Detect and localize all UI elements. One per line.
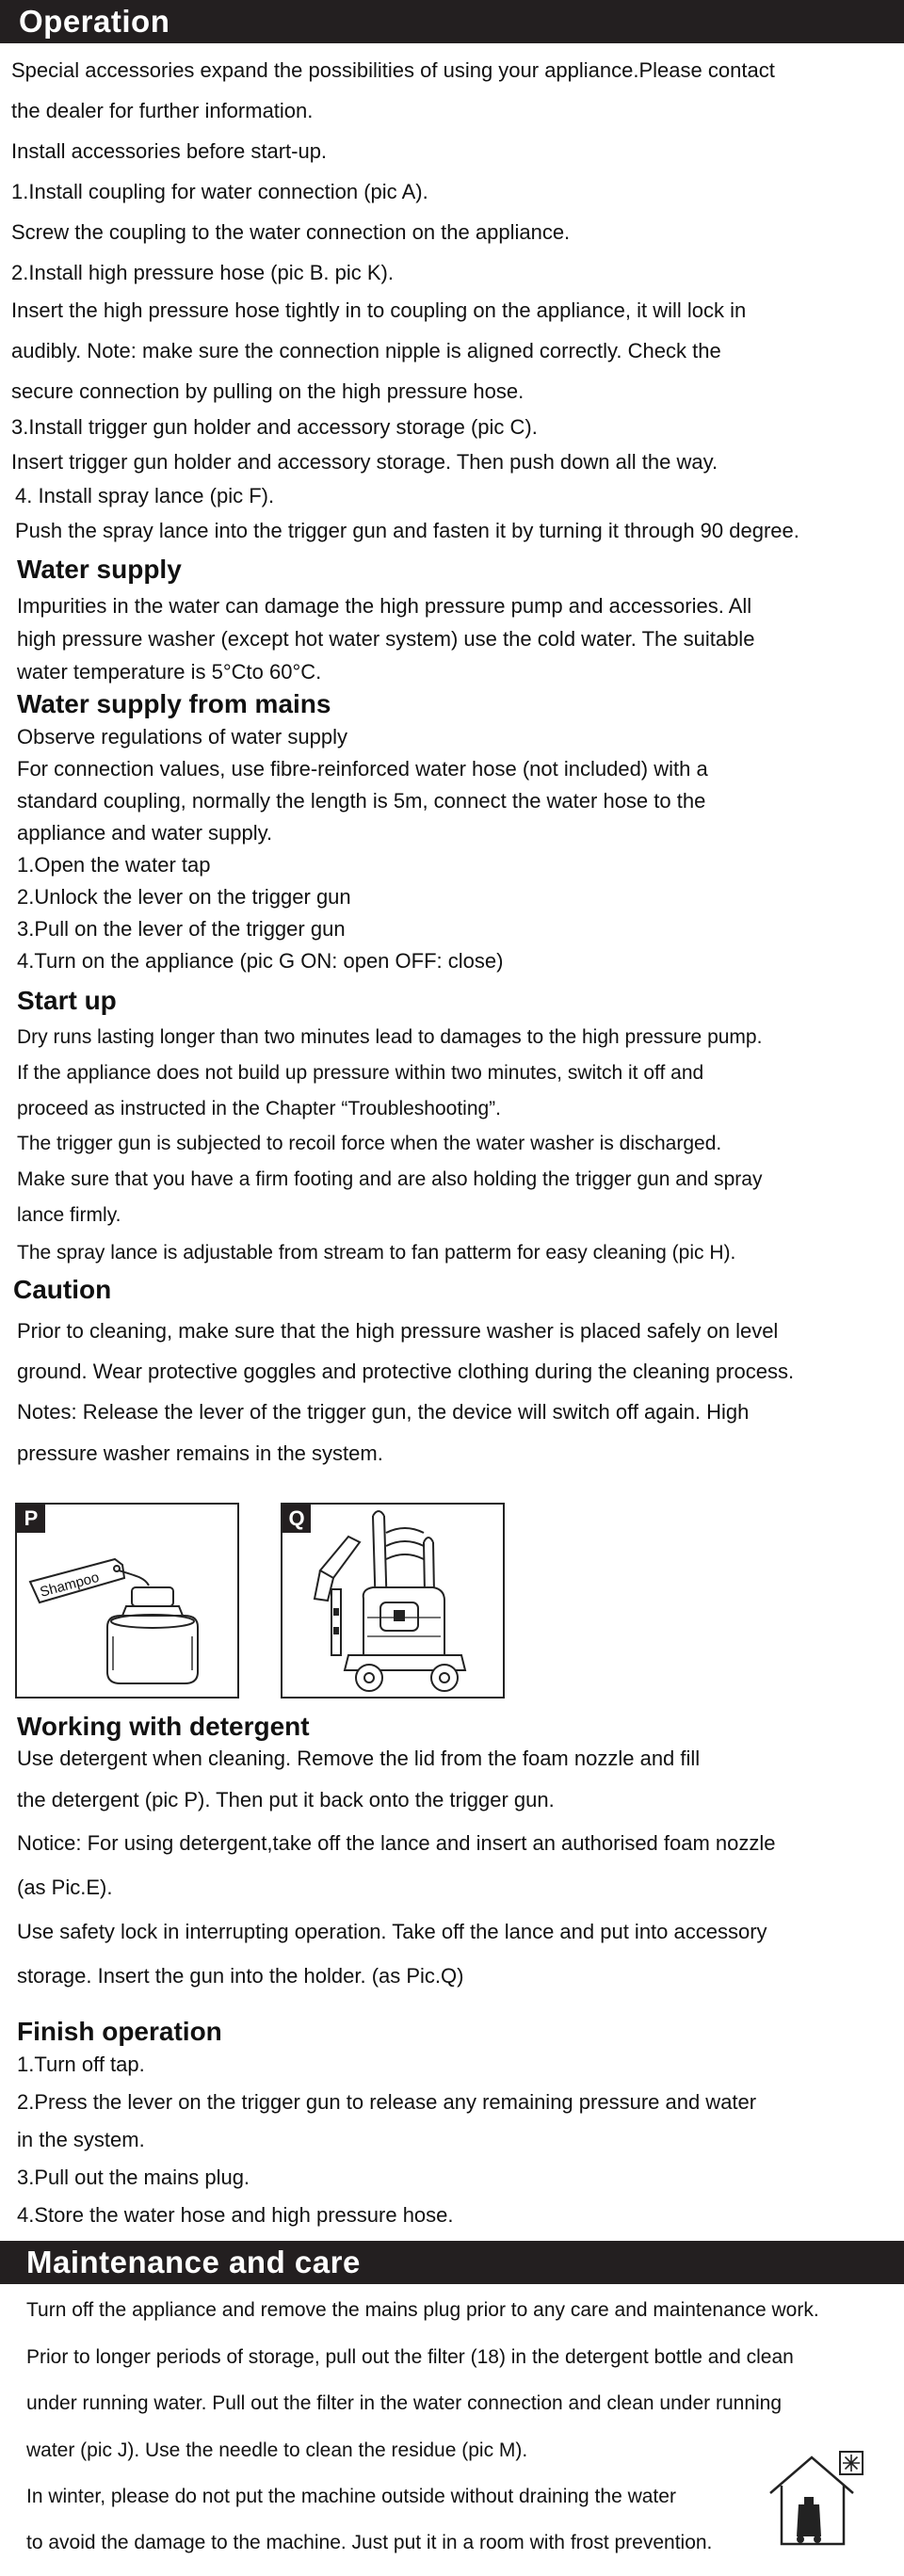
text-line: Push the spray lance into the trigger gun and fasten it by turning it through 90 degree. [15, 519, 799, 542]
text-line: Install accessories before start-up. [11, 139, 328, 163]
text-line: The spray lance is adjustable from stream to fan patterm for easy cleaning (pic H). [17, 1242, 736, 1264]
text-line: 3.Pull out the mains plug. [17, 2165, 250, 2189]
text-line: high pressure washer (except hot water system) use the cold water. The suitable [17, 627, 755, 651]
text-line: in the system. [17, 2128, 145, 2151]
text-line: Screw the coupling to the water connection on the appliance. [11, 220, 571, 244]
text-line: Prior to cleaning, make sure that the high pressure washer is placed safely on level [17, 1319, 779, 1343]
text-line: 4. Install spray lance (pic F). [15, 484, 275, 507]
text-line: secure connection by pulling on the high pressure hose. [11, 379, 525, 403]
shampoo-bottle-icon [17, 1505, 237, 1697]
pressure-washer-icon [282, 1505, 503, 1697]
text-line: pressure washer remains in the system. [17, 1441, 383, 1465]
text-line: water (pic J). Use the needle to clean the residue (pic M). [26, 2439, 528, 2461]
text-line: Use safety lock in interrupting operation. Take off the lance and put into accessory [17, 1920, 767, 1943]
heading-caution: Caution [13, 1275, 112, 1304]
text-line: Notes: Release the lever of the trigger gun, the device will switch off again. High [17, 1400, 750, 1424]
text-line: The trigger gun is subjected to recoil force when the water washer is discharged. [17, 1133, 722, 1154]
text-line: Turn off the appliance and remove the mains plug prior to any care and maintenance work. [26, 2299, 819, 2321]
bottle-label-text: Shampoo [38, 1569, 102, 1601]
text-line: 1.Install coupling for water connection (pic A). [11, 180, 428, 203]
text-line: lance firmly. [17, 1204, 121, 1226]
text-line: the detergent (pic P). Then put it back onto the trigger gun. [17, 1788, 555, 1811]
text-line: Special accessories expand the possibilities of using your appliance.Please contact [11, 58, 775, 82]
text-line: 4.Store the water hose and high pressure hose. [17, 2203, 454, 2227]
heading-start-up: Start up [17, 986, 117, 1015]
text-line: Make sure that you have a firm footing and are also holding the trigger gun and spray [17, 1168, 763, 1190]
text-line: storage. Insert the gun into the holder. (as Pic.Q) [17, 1964, 464, 1988]
figure-q [281, 1503, 505, 1699]
text-line: ground. Wear protective goggles and protective clothing during the cleaning process. [17, 1360, 795, 1383]
heading-working-detergent: Working with detergent [17, 1712, 310, 1741]
text-line: to avoid the damage to the machine. Just put it in a room with frost prevention. [26, 2532, 713, 2553]
text-line: water temperature is 5°Cto 60°C. [17, 660, 322, 684]
text-line: Prior to longer periods of storage, pull out the filter (18) in the detergent bottle and clean [26, 2346, 794, 2368]
text-line: 2.Press the lever on the trigger gun to release any remaining pressure and water [17, 2090, 757, 2114]
figure-p [15, 1503, 239, 1699]
heading-water-supply-mains: Water supply from mains [17, 689, 331, 718]
text-line: Insert the high pressure hose tightly in to coupling on the appliance, it will lock in [11, 298, 747, 322]
text-line: Impurities in the water can damage the high pressure pump and accessories. All [17, 594, 752, 618]
text-line: 4.Turn on the appliance (pic G ON: open OFF: close) [17, 949, 504, 973]
text-line: For connection values, use fibre-reinforced water hose (not included) with a [17, 757, 708, 781]
text-line: 2.Install high pressure hose (pic B. pic K). [11, 261, 394, 284]
text-line: 3.Install trigger gun holder and accessory storage (pic C). [11, 415, 538, 439]
text-line: under running water. Pull out the filter in the water connection and clean under running [26, 2392, 783, 2414]
text-line: Observe regulations of water supply [17, 725, 347, 749]
text-line: 2.Unlock the lever on the trigger gun [17, 885, 351, 909]
text-line: If the appliance does not build up pressure within two minutes, switch it off and [17, 1062, 704, 1084]
text-line: In winter, please do not put the machine outside without draining the water [26, 2486, 676, 2507]
figure-p-label: P [17, 1505, 45, 1533]
text-line: 1.Open the water tap [17, 853, 211, 877]
heading-water-supply: Water supply [17, 555, 182, 584]
text-line: the dealer for further information. [11, 99, 314, 122]
text-line: 1.Turn off tap. [17, 2053, 145, 2076]
heading-finish-operation: Finish operation [17, 2017, 222, 2046]
section-header-maintenance: Maintenance and care [0, 2241, 904, 2284]
text-line: proceed as instructed in the Chapter “Troubleshooting”. [17, 1098, 502, 1119]
text-line: Insert trigger gun holder and accessory storage. Then push down all the way. [11, 450, 718, 474]
frost-house-icon [765, 2446, 866, 2550]
text-line: Use detergent when cleaning. Remove the lid from the foam nozzle and fill [17, 1747, 701, 1770]
text-line: 3.Pull on the lever of the trigger gun [17, 917, 346, 941]
text-line: (as Pic.E). [17, 1876, 113, 1899]
text-line: Notice: For using detergent,take off the lance and insert an authorised foam nozzle [17, 1831, 776, 1855]
text-line: standard coupling, normally the length is 5m, connect the water hose to the [17, 789, 706, 813]
section-header-operation: Operation [0, 0, 904, 43]
text-line: Dry runs lasting longer than two minutes lead to damages to the high pressure pump. [17, 1026, 763, 1048]
text-line: appliance and water supply. [17, 821, 273, 845]
figure-q-label: Q [282, 1505, 311, 1533]
text-line: audibly. Note: make sure the connection nipple is aligned correctly. Check the [11, 339, 721, 362]
